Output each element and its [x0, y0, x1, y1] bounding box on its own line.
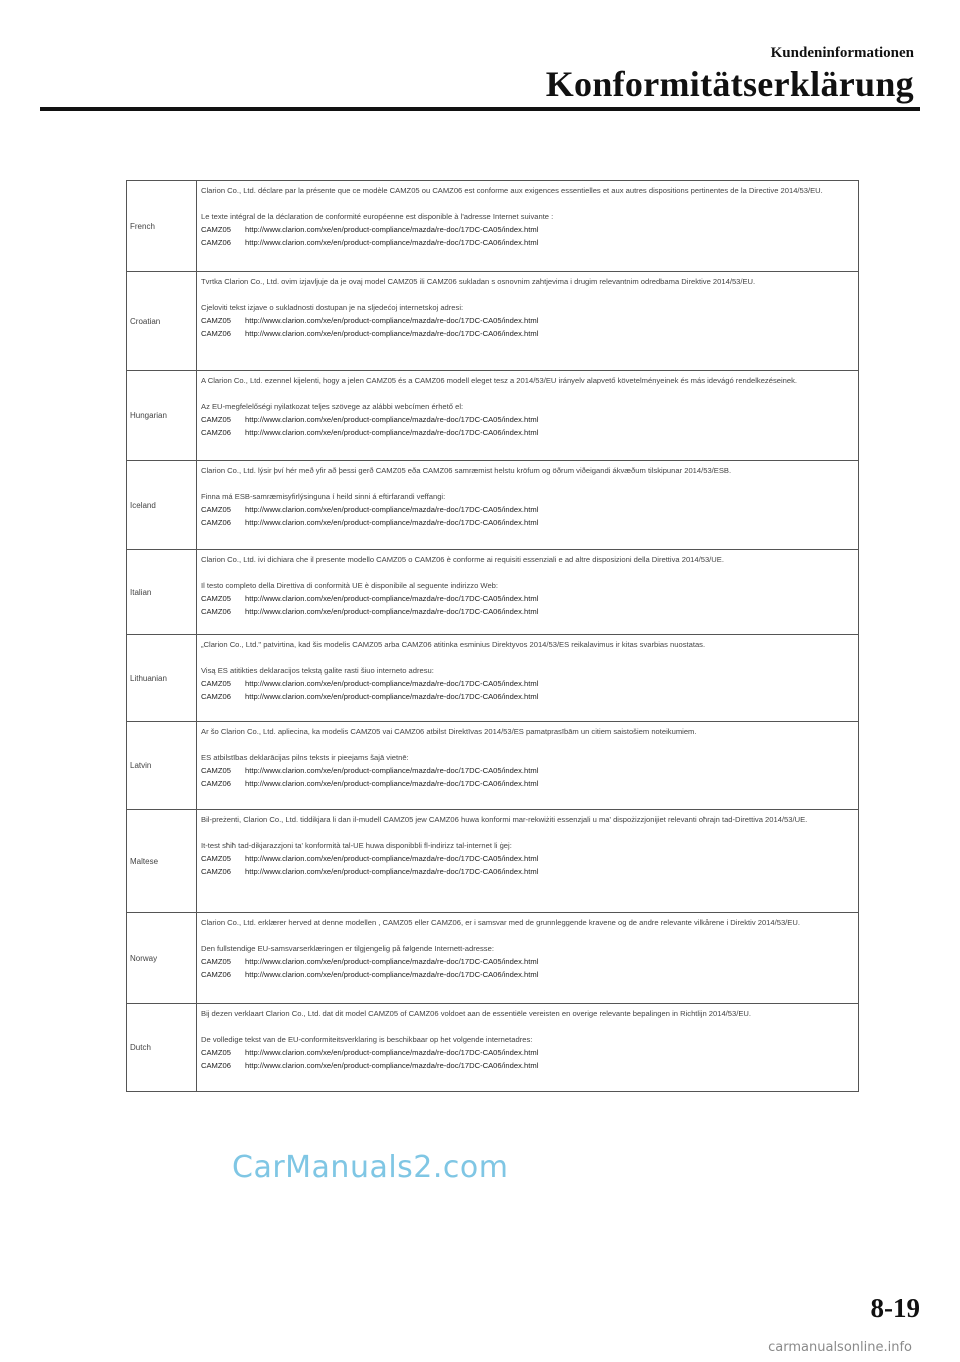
language-label: Lithuanian — [130, 673, 167, 683]
watermark-logo: CarManuals2.com — [232, 1150, 509, 1185]
table-row — [127, 550, 859, 635]
footer-watermark: carmanualsonline.info — [768, 1340, 912, 1355]
table-row — [127, 722, 859, 810]
header-rule — [40, 107, 920, 111]
link-line — [201, 314, 854, 327]
availability-text: It-test sħiħ tad-dikjarazzjoni ta' konformità tal-UE huwa disponibbli fl-indirizz tal-internet li ġej: — [201, 841, 512, 850]
availability-text: Az EU-megfelelőségi nyilatkozat teljes szövege az alábbi webcímen érhető el: — [201, 402, 464, 411]
model-code: CAMZ05 — [201, 957, 231, 966]
declaration-link[interactable]: http://www.clarion.com/xe/en/product-compliance/mazda/re-doc/17DC-CA06/index.html — [245, 1061, 539, 1070]
declaration-cell — [197, 722, 859, 810]
link-line — [201, 605, 854, 618]
language-cell — [127, 181, 197, 272]
language-label: French — [130, 221, 155, 231]
model-code: CAMZ06 — [201, 329, 231, 338]
link-line — [201, 1046, 854, 1059]
declaration-text: Clarion Co., Ltd. erklærer herved at denne modellen , CAMZ05 eller CAMZ06, er i samsvar med de grunnleggende kravene og de andre relevante vilkårene i Direktiv 2014/53/EU. — [201, 918, 800, 927]
declaration-link[interactable]: http://www.clarion.com/xe/en/product-compliance/mazda/re-doc/17DC-CA05/index.html — [245, 766, 539, 775]
model-code: CAMZ05 — [201, 854, 231, 863]
declaration-cell — [197, 1004, 859, 1092]
declaration-cell — [197, 810, 859, 913]
declaration-text: Tvrtka Clarion Co., Ltd. ovim izjavljuje da je ovaj model CAMZ05 ili CAMZ06 sukladan s osnovnim zahtjevima i drugim relevantnim odredbama Direktive 2014/53/EU. — [201, 277, 756, 286]
declaration-cell — [197, 913, 859, 1004]
model-code: CAMZ05 — [201, 766, 231, 775]
availability-text: Finna má ESB-samræmisyfirlýsinguna í heild sinni á eftirfarandi veffangi: — [201, 492, 446, 501]
table-row — [127, 635, 859, 722]
declaration-link[interactable]: http://www.clarion.com/xe/en/product-compliance/mazda/re-doc/17DC-CA05/index.html — [245, 225, 539, 234]
model-code: CAMZ05 — [201, 316, 231, 325]
language-cell — [127, 913, 197, 1004]
language-cell — [127, 1004, 197, 1092]
link-line — [201, 865, 854, 878]
declaration-link[interactable]: http://www.clarion.com/xe/en/product-compliance/mazda/re-doc/17DC-CA06/index.html — [245, 867, 539, 876]
model-code: CAMZ05 — [201, 1048, 231, 1057]
declaration-link[interactable]: http://www.clarion.com/xe/en/product-compliance/mazda/re-doc/17DC-CA06/index.html — [245, 970, 539, 979]
link-line — [201, 236, 854, 249]
link-list — [201, 413, 854, 439]
language-label: Maltese — [130, 856, 159, 866]
declaration-text: Clarion Co., Ltd. lýsir því hér með yfir að þessi gerð CAMZ05 eða CAMZ06 samræmist helstu kröfum og öðrum viðeigandi ákvæðum tilskipunar 2014/53/ESB. — [201, 466, 732, 475]
model-code: CAMZ06 — [201, 692, 231, 701]
availability-text: ES atbilstības deklarācijas pilns teksts ir pieejams šajā vietnē: — [201, 753, 409, 762]
language-label: Latvin — [130, 761, 152, 770]
availability-text: Visą ES atitikties deklaracijos tekstą galite rasti šiuo interneto adresu: — [201, 666, 434, 675]
link-list — [201, 1046, 854, 1072]
declaration-link[interactable]: http://www.clarion.com/xe/en/product-compliance/mazda/re-doc/17DC-CA05/index.html — [245, 679, 539, 688]
declaration-link[interactable]: http://www.clarion.com/xe/en/product-compliance/mazda/re-doc/17DC-CA05/index.html — [245, 505, 539, 514]
language-label: Croatian — [130, 316, 161, 326]
language-cell — [127, 722, 197, 810]
link-line — [201, 968, 854, 981]
declaration-text: Clarion Co., Ltd. ivi dichiara che il presente modello CAMZ05 o CAMZ06 è conforme ai requisiti essenziali e ad altre disposizioni della Direttiva 2014/53/UE. — [201, 555, 724, 564]
declaration-text: Bil-preżenti, Clarion Co., Ltd. tiddikjara li dan il-mudell CAMZ05 jew CAMZ06 huwa konformi mar-rekwiżiti essenzjali u ma' dispożizzjonijiet relevanti oħrajn tad-Direttiva 2014/53/UE. — [201, 815, 808, 824]
language-cell — [127, 272, 197, 371]
declaration-link[interactable]: http://www.clarion.com/xe/en/product-compliance/mazda/re-doc/17DC-CA06/index.html — [245, 518, 539, 527]
declaration-link[interactable]: http://www.clarion.com/xe/en/product-compliance/mazda/re-doc/17DC-CA05/index.html — [245, 1048, 539, 1057]
language-cell — [127, 461, 197, 550]
declaration-link[interactable]: http://www.clarion.com/xe/en/product-compliance/mazda/re-doc/17DC-CA05/index.html — [245, 957, 539, 966]
page-number: 8-19 — [870, 1293, 920, 1323]
language-label: Italian — [130, 587, 152, 597]
declaration-cell — [197, 461, 859, 550]
declaration-cell — [197, 371, 859, 461]
table-row — [127, 1004, 859, 1092]
link-line — [201, 677, 854, 690]
table-row — [127, 181, 859, 272]
model-code: CAMZ06 — [201, 607, 231, 616]
page-title: Konformitätserklärung — [545, 64, 914, 104]
link-line — [201, 955, 854, 968]
table-row — [127, 913, 859, 1004]
link-line — [201, 852, 854, 865]
link-line — [201, 690, 854, 703]
page-header — [546, 44, 914, 106]
model-code: CAMZ06 — [201, 238, 231, 247]
link-line — [201, 413, 854, 426]
link-line — [201, 592, 854, 605]
declaration-link[interactable]: http://www.clarion.com/xe/en/product-compliance/mazda/re-doc/17DC-CA06/index.html — [245, 779, 539, 788]
table-row — [127, 272, 859, 371]
model-code: CAMZ06 — [201, 428, 231, 437]
link-line — [201, 516, 854, 529]
model-code: CAMZ06 — [201, 867, 231, 876]
link-line — [201, 327, 854, 340]
model-code: CAMZ05 — [201, 225, 231, 234]
model-code: CAMZ06 — [201, 970, 231, 979]
language-label: Iceland — [130, 500, 156, 510]
declaration-link[interactable]: http://www.clarion.com/xe/en/product-compliance/mazda/re-doc/17DC-CA06/index.html — [245, 329, 539, 338]
link-line — [201, 426, 854, 439]
link-line — [201, 1059, 854, 1072]
declaration-cell — [197, 635, 859, 722]
declaration-table — [126, 180, 859, 1092]
declaration-link[interactable]: http://www.clarion.com/xe/en/product-compliance/mazda/re-doc/17DC-CA06/index.html — [245, 238, 539, 247]
language-cell — [127, 635, 197, 722]
link-list — [201, 503, 854, 529]
declaration-link[interactable]: http://www.clarion.com/xe/en/product-compliance/mazda/re-doc/17DC-CA05/index.html — [245, 316, 539, 325]
declaration-cell — [197, 181, 859, 272]
model-code: CAMZ06 — [201, 1061, 231, 1070]
language-label: Dutch — [130, 1043, 151, 1052]
availability-text: Le texte intégral de la déclaration de conformité européenne est disponible à l'adresse Internet suivante : — [201, 212, 554, 221]
model-code: CAMZ05 — [201, 679, 231, 688]
language-label: Norway — [130, 953, 158, 963]
link-list — [201, 764, 854, 790]
declaration-text: A Clarion Co., Ltd. ezennel kijelenti, hogy a jelen CAMZ05 és a CAMZ06 modell eleget tesz a 2014/53/EU irányelv alapvető követelményeinek és más idevágó rendelkezéseinek. — [201, 376, 798, 385]
link-list — [201, 592, 854, 618]
model-code: CAMZ06 — [201, 518, 231, 527]
link-list — [201, 677, 854, 703]
link-list — [201, 852, 854, 878]
availability-text: De volledige tekst van de EU-conformiteitsverklaring is beschikbaar op het volgende internetadres: — [201, 1035, 533, 1044]
declaration-table-body — [127, 181, 859, 1092]
language-cell — [127, 371, 197, 461]
section-label: Kundeninformationen — [770, 45, 914, 61]
declaration-link[interactable]: http://www.clarion.com/xe/en/product-compliance/mazda/re-doc/17DC-CA05/index.html — [245, 594, 539, 603]
declaration-link[interactable]: http://www.clarion.com/xe/en/product-compliance/mazda/re-doc/17DC-CA06/index.html — [245, 692, 539, 701]
table-row — [127, 371, 859, 461]
model-code: CAMZ05 — [201, 594, 231, 603]
link-list — [201, 955, 854, 981]
link-line — [201, 223, 854, 236]
link-list — [201, 314, 854, 340]
declaration-text: Bij dezen verklaart Clarion Co., Ltd. dat dit model CAMZ05 of CAMZ06 voldoet aan de essentiële vereisten en overige relevante bepalingen in Richtlijn 2014/53/EU. — [201, 1009, 752, 1018]
availability-text: Cjeloviti tekst izjave o sukladnosti dostupan je na sljedećoj internetskoj adresi: — [201, 303, 464, 312]
declaration-text: „Clarion Co., Ltd." patvirtina, kad šis modelis CAMZ05 arba CAMZ06 atitinka esminius Direktyvos 2014/53/ES reikalavimus ir kitas svarbias nuostatas. — [201, 640, 706, 649]
declaration-link[interactable]: http://www.clarion.com/xe/en/product-compliance/mazda/re-doc/17DC-CA06/index.html — [245, 428, 539, 437]
declaration-link[interactable]: http://www.clarion.com/xe/en/product-compliance/mazda/re-doc/17DC-CA05/index.html — [245, 415, 539, 424]
model-code: CAMZ05 — [201, 505, 231, 514]
link-list — [201, 223, 854, 249]
table-row — [127, 461, 859, 550]
declaration-link[interactable]: http://www.clarion.com/xe/en/product-compliance/mazda/re-doc/17DC-CA06/index.html — [245, 607, 539, 616]
model-code: CAMZ06 — [201, 779, 231, 788]
language-cell — [127, 810, 197, 913]
link-line — [201, 764, 854, 777]
availability-text: Il testo completo della Direttiva di conformità UE è disponibile al seguente indirizzo Web: — [201, 581, 499, 590]
language-cell — [127, 550, 197, 635]
model-code: CAMZ05 — [201, 415, 231, 424]
language-label: Hungarian — [130, 411, 167, 420]
declaration-cell — [197, 550, 859, 635]
link-line — [201, 777, 854, 790]
declaration-link[interactable]: http://www.clarion.com/xe/en/product-compliance/mazda/re-doc/17DC-CA05/index.html — [245, 854, 539, 863]
declaration-cell — [197, 272, 859, 371]
declaration-text: Clarion Co., Ltd. déclare par la présente que ce modèle CAMZ05 ou CAMZ06 est conforme aux exigences essentielles et aux autres dispositions pertinentes de la Directive 2014/53/EU. — [201, 186, 823, 195]
declaration-text: Ar šo Clarion Co., Ltd. apliecina, ka modelis CAMZ05 vai CAMZ06 atbilst Direktīvas 2014/53/ES pamatprasībām un citiem saistošiem noteikumiem. — [201, 727, 697, 736]
availability-text: Den fullstendige EU-samsvarserklæringen er tilgjengelig på følgende Internett-adresse: — [201, 944, 494, 953]
link-line — [201, 503, 854, 516]
table-row — [127, 810, 859, 913]
